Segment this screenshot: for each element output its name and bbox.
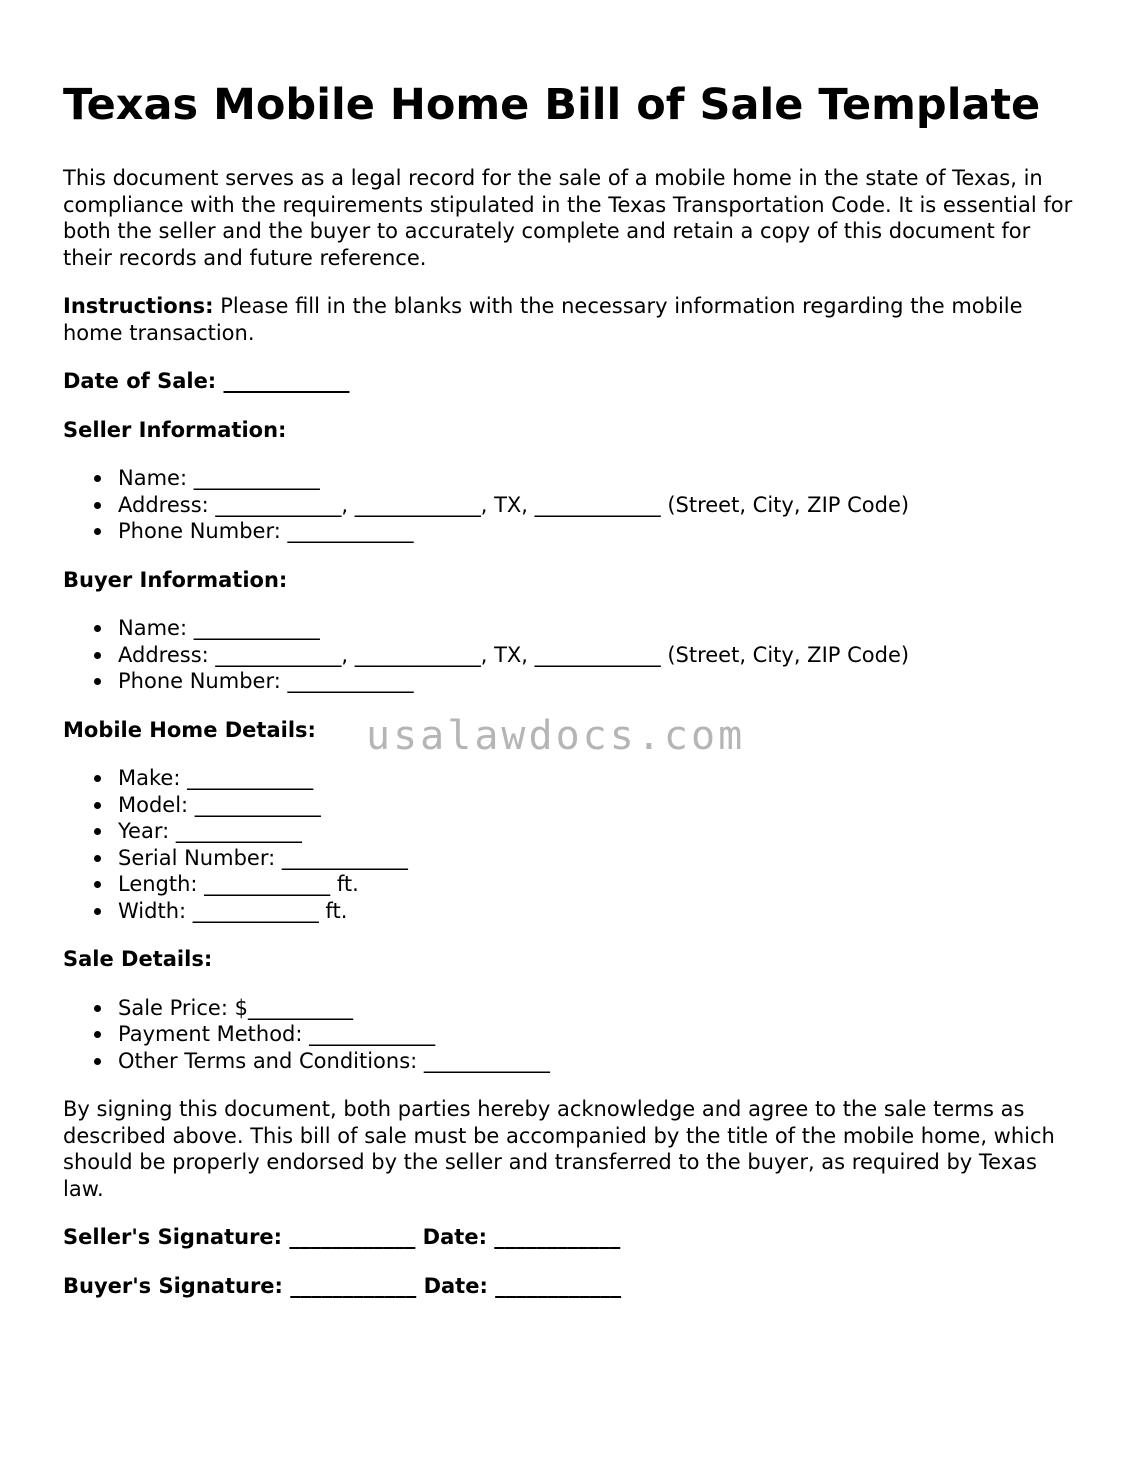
mobile-home-heading: Mobile Home Details:	[63, 717, 316, 742]
seller-phone-item: Phone Number: ____________	[118, 518, 1073, 545]
sale-price-item: Sale Price: $__________	[118, 995, 1073, 1022]
length-item: Length: ____________ ft.	[118, 871, 1073, 898]
seller-name-item: Name: ____________	[118, 465, 1073, 492]
closing-paragraph: By signing this document, both parties hereby acknowledge and agree to the sale terms as described above. This bill of sale must be accompanied by the title of the mobile home, which should be properly endorsed by the seller and transferred to the buyer, as required by Texas law.	[63, 1097, 1055, 1201]
sale-heading: Sale Details:	[63, 947, 213, 971]
instructions-paragraph	[63, 293, 1073, 346]
buyer-name-item: Name: ____________	[118, 615, 1073, 642]
intro-paragraph: This document serves as a legal record for the sale of a mobile home in the state of Texas, in compliance with the requirements stipulated in the Texas Transportation Code. It is essential for both the seller and the buyer to accurately complete and retain a copy of this document for their records and future reference.	[63, 166, 1073, 270]
year-item: Year: ____________	[118, 818, 1073, 845]
instructions-text: Please fill in the blanks with the necessary information regarding the mobile home transaction.	[63, 294, 1023, 345]
buyer-signature-line: Buyer's Signature: ____________ Date: ____________	[63, 1273, 622, 1298]
date-of-sale: Date of Sale: ____________	[63, 369, 350, 393]
buyer-heading: Buyer Information:	[63, 567, 288, 592]
seller-list	[63, 465, 1073, 545]
buyer-list	[63, 615, 1073, 695]
payment-method-item: Payment Method: ____________	[118, 1021, 1073, 1048]
buyer-address-item: Address: ____________, ____________, TX, ____________ (Street, City, ZIP Code)	[118, 642, 1073, 669]
other-terms-item: Other Terms and Conditions: ____________	[118, 1048, 1073, 1075]
instructions-label: Instructions:	[63, 294, 214, 318]
seller-heading: Seller Information:	[63, 417, 287, 442]
seller-signature-line: Seller's Signature: ____________ Date: ____________	[63, 1225, 621, 1249]
document-title: Texas Mobile Home Bill of Sale Template	[63, 80, 1041, 130]
watermark: usalawdocs.com	[366, 713, 746, 759]
seller-address-item: Address: ____________, ____________, TX, ____________ (Street, City, ZIP Code)	[118, 492, 1073, 519]
sale-list	[63, 995, 1073, 1075]
buyer-phone-item: Phone Number: ____________	[118, 668, 1073, 695]
model-item: Model: ____________	[118, 792, 1073, 819]
mobile-home-list	[63, 765, 1073, 924]
document-page	[63, 78, 1073, 1299]
width-item: Width: ____________ ft.	[118, 898, 1073, 925]
serial-number-item: Serial Number: ____________	[118, 845, 1073, 872]
make-item: Make: ____________	[118, 765, 1073, 792]
